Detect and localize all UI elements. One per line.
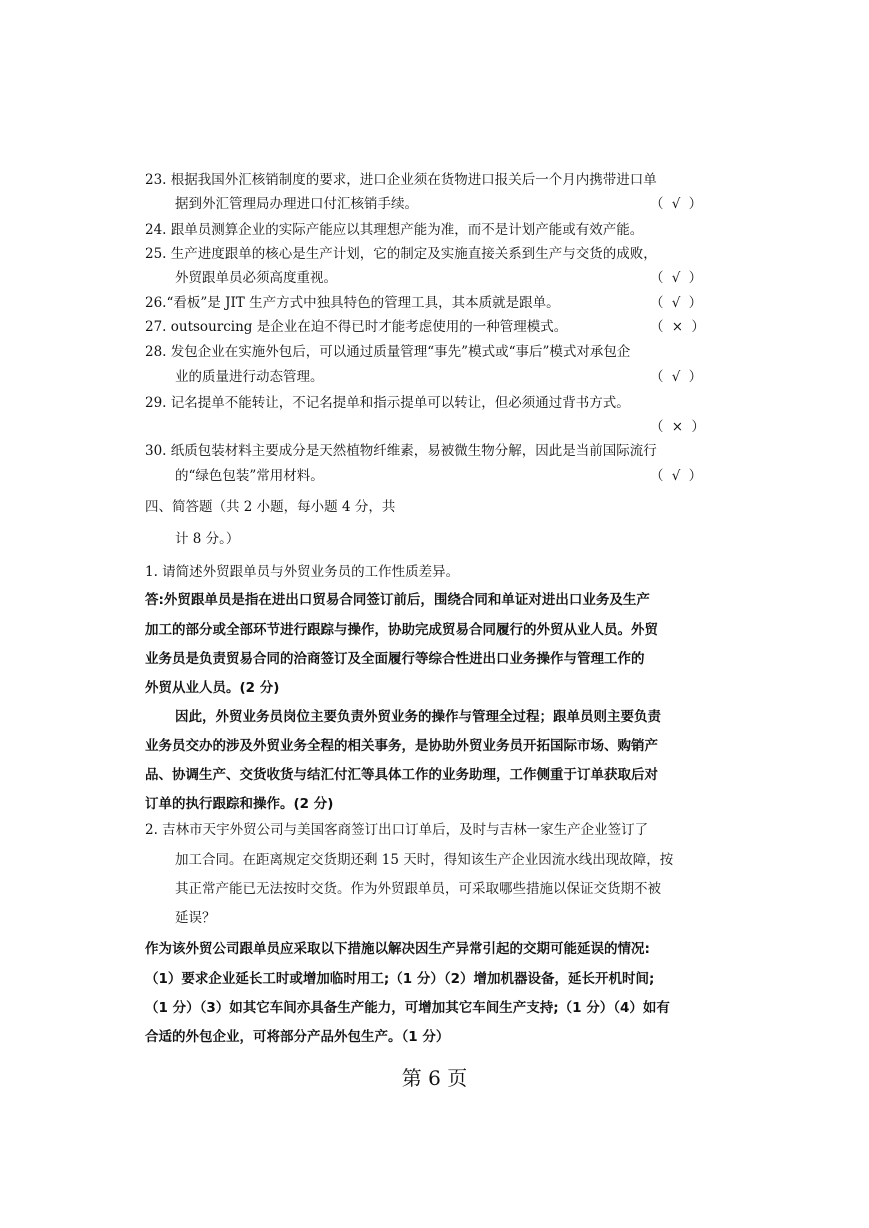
question-27-line-1: 27. outsourcing 是企业在迫不得已时才能考虑使用的一种管理模式。 <box>145 319 568 335</box>
question-29-answer: （ × ） <box>650 419 707 435</box>
answer-1-line-7: 品、协调生产、交货收货与结汇付汇等具体工作的业务助理，工作侧重于订单获取后对 <box>145 767 658 783</box>
question-25-answer: （ √ ） <box>650 270 705 286</box>
answer-1-line-3: 业务员是负责贸易合同的洽商签订及全面履行等综合性进出口业务操作与管理工作的 <box>145 651 645 667</box>
question-23-line-2: 据到外汇管理局办理进口付汇核销手续。 <box>175 196 418 212</box>
question-26-answer: （ √ ） <box>650 295 705 311</box>
short-question-2-line-3: 其正常产能已无法按时交货。作为外贸跟单员，可采取哪些措施以保证交货期不被 <box>175 881 661 897</box>
question-24-line-1: 24. 跟单员测算企业的实际产能应以其理想产能为准，而不是计划产能或有效产能。 <box>145 222 644 238</box>
answer-2-line-2: （1）要求企业延长工时或增加临时用工;（1 分）（2）增加机器设备，延长开机时间; <box>145 971 655 987</box>
answer-2-line-1: 作为该外贸公司跟单员应采取以下措施以解决因生产异常引起的交期可能延误的情况: <box>145 941 650 957</box>
question-30-line-1: 30. 纸质包装材料主要成分是天然植物纤维素，易被微生物分解，因此是当前国际流行 <box>145 443 657 459</box>
question-30-line-2: 的“绿色包装”常用材料。 <box>175 468 324 484</box>
short-question-1: 1. 请简述外贸跟单员与外贸业务员的工作性质差异。 <box>145 564 460 580</box>
question-23-line-1: 23. 根据我国外汇核销制度的要求，进口企业须在货物进口报关后一个月内携带进口单 <box>145 172 657 188</box>
section-4-title-line-1: 四、简答题（共 2 小题，每小题 4 分，共 <box>145 499 396 515</box>
answer-1-line-5: 因此，外贸业务员岗位主要负责外贸业务的操作与管理全过程；跟单员则主要负责 <box>175 709 661 725</box>
question-28-line-1: 28. 发包企业在实施外包后，可以通过质量管理“事先”模式或“事后”模式对承包企 <box>145 344 631 360</box>
question-25-line-2: 外贸跟单员必须高度重视。 <box>175 270 337 286</box>
answer-1-line-1: 答:外贸跟单员是指在进出口贸易合同签订前后，围绕合同和单证对进出口业务及生产 <box>145 592 650 608</box>
answer-1-line-6: 业务员交办的涉及外贸业务全程的相关事务，是协助外贸业务员开拓国际市场、购销产 <box>145 738 658 754</box>
question-27-answer: （ × ） <box>650 319 707 335</box>
page-number: 第 6 页 <box>401 1066 468 1090</box>
question-29-line-1: 29. 记名提单不能转让，不记名提单和指示提单可以转让，但必须通过背书方式。 <box>145 395 630 411</box>
question-28-answer: （ √ ） <box>650 369 705 385</box>
answer-2-line-3: （1 分）（3）如其它车间亦具备生产能力，可增加其它车间生产支持;（1 分）（4）如有 <box>145 1000 670 1016</box>
answer-1-line-8: 订单的执行跟踪和操作。(2 分) <box>145 796 334 812</box>
answer-1-line-2: 加工的部分或全部环节进行跟踪与操作，协助完成贸易合同履行的外贸从业人员。外贸 <box>145 622 658 638</box>
answer-2-line-4: 合适的外包企业，可将部分产品外包生产。（1 分） <box>145 1029 450 1045</box>
question-25-line-1: 25. 生产进度跟单的核心是生产计划，它的制定及实施直接关系到生产与交货的成败， <box>145 246 657 262</box>
short-question-2-line-2: 加工合同。在距离规定交货期还剩 15 天时，得知该生产企业因流水线出现故障，按 <box>175 852 674 868</box>
short-question-2-line-1: 2. 吉林市天宇外贸公司与美国客商签订出口订单后，及时与吉林一家生产企业签订了 <box>145 822 649 838</box>
short-question-2-line-4: 延误？ <box>175 910 216 926</box>
section-4-title-line-2: 计 8 分。） <box>175 531 240 547</box>
question-30-answer: （ √ ） <box>650 468 705 484</box>
question-28-line-2: 业的质量进行动态管理。 <box>175 369 324 385</box>
question-23-answer: （ √ ） <box>650 196 705 212</box>
question-26-line-1: 26.“看板”是 JIT 生产方式中独具特色的管理工具，其本质就是跟单。 <box>145 295 560 311</box>
answer-1-line-4: 外贸从业人员。(2 分) <box>145 680 280 696</box>
